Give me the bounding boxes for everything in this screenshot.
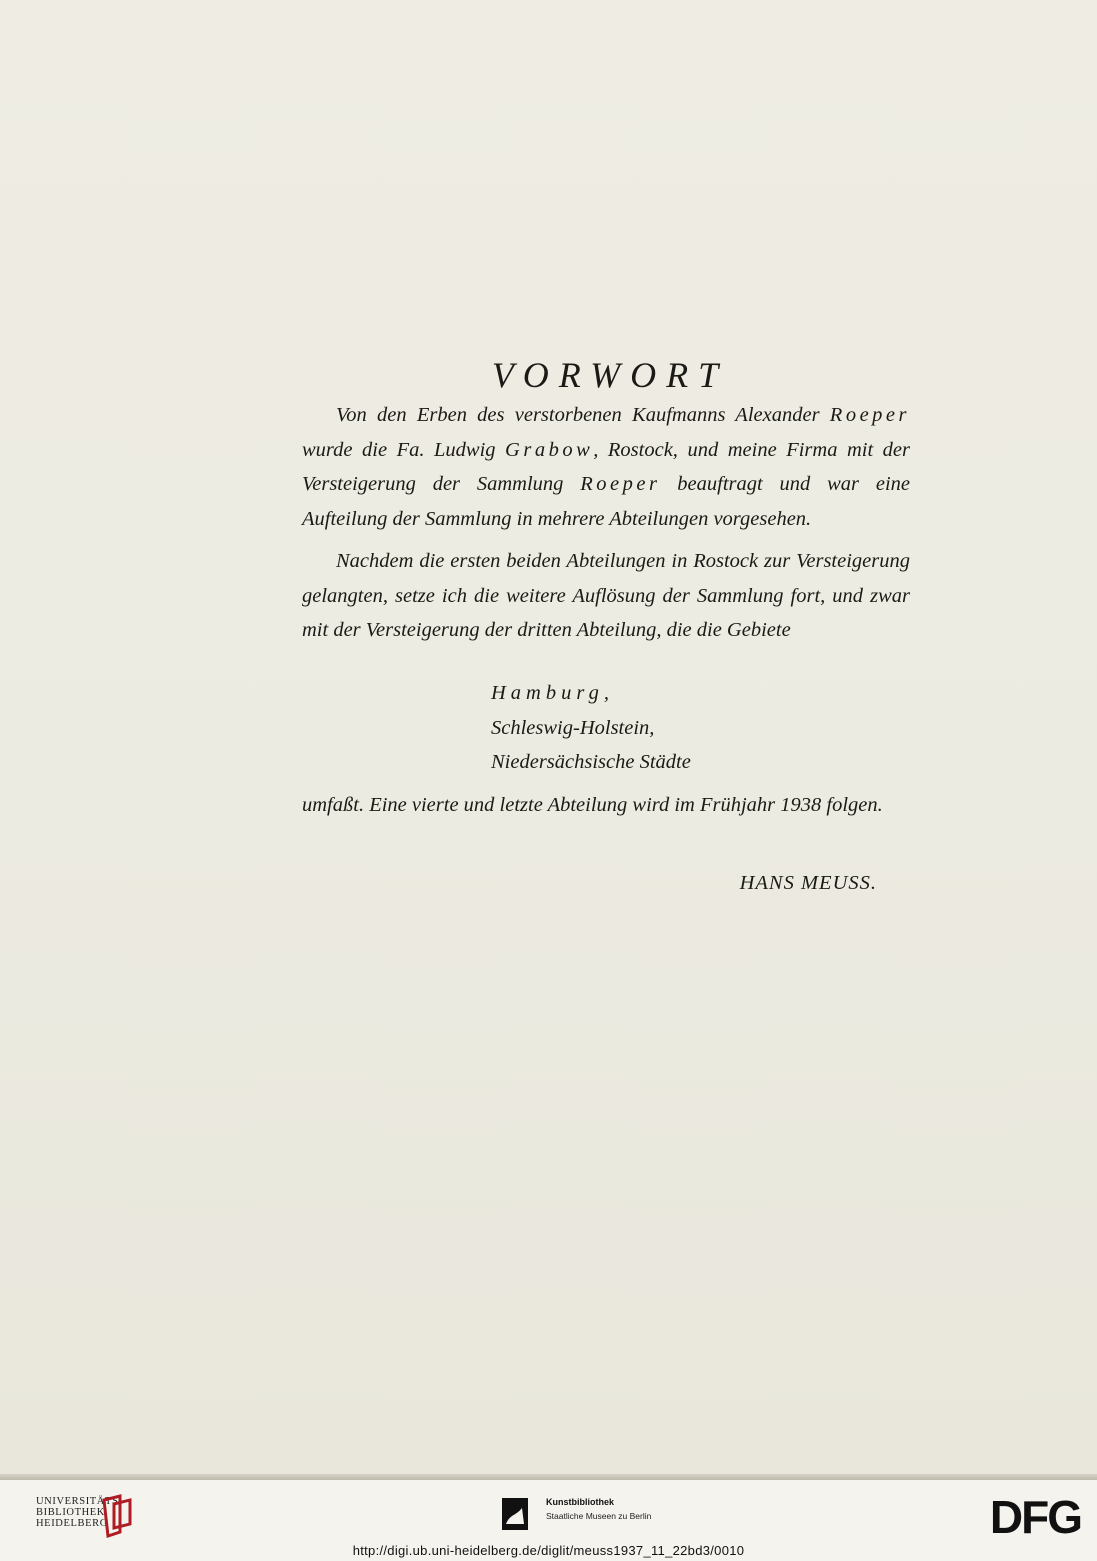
ub-heidelberg-logo-text[interactable]: UNIVERSITÄTS- BIBLIOTHEK HEIDELBERG [36, 1496, 123, 1529]
kunstbibliothek-logo-icon [502, 1498, 528, 1530]
name-grabow: Grabow [505, 438, 594, 461]
ub-heidelberg-logo-icon [100, 1494, 132, 1538]
name-roeper: Roeper [829, 404, 910, 426]
kunstbibliothek-title[interactable]: Kunstbibliothek [546, 1497, 614, 1507]
kunstbibliothek-subtitle: Staatliche Museen zu Berlin [546, 1511, 652, 1521]
footer-bar [0, 1480, 1097, 1561]
paragraph-1: Von den Erben des verstorbenen Kaufmanns Alexander Roeper wurde die Fa. Ludwig Grabow, Rostock, und meine Firma mit der Versteigerung der Sammlung Roeper beauftragt und war eine Aufteilung der Sammlung in mehrere Abteilungen vorgesehen. [302, 404, 911, 530]
paragraph-3: umfaßt. Eine vierte und letzte Abteilung wird im Frühjahr 1938 folgen. [302, 794, 883, 816]
signature: HANS MEUSS. [739, 872, 877, 894]
dfg-logo[interactable]: DFG [989, 1491, 1081, 1543]
region-item: Hamburg, [491, 682, 614, 704]
paragraph-2: Nachdem die ersten beiden Abteilungen in Rostock zur Versteigerung gelangten, setze ich die weitere Auflösung der Sammlung fort, und zwar mit der Versteigerung der dritten Abteilung, die die Gebiete [302, 550, 910, 641]
page-title: VORWORT [491, 355, 729, 396]
region-item: Niedersächsische Städte [491, 751, 691, 773]
page-url[interactable]: http://digi.ub.uni-heidelberg.de/diglit/meuss1937_11_22bd3/0010 [352, 1543, 745, 1558]
name-roeper-2: Roeper [580, 473, 661, 495]
regions-list [491, 676, 691, 780]
region-item: Schleswig-Holstein, [491, 716, 655, 739]
